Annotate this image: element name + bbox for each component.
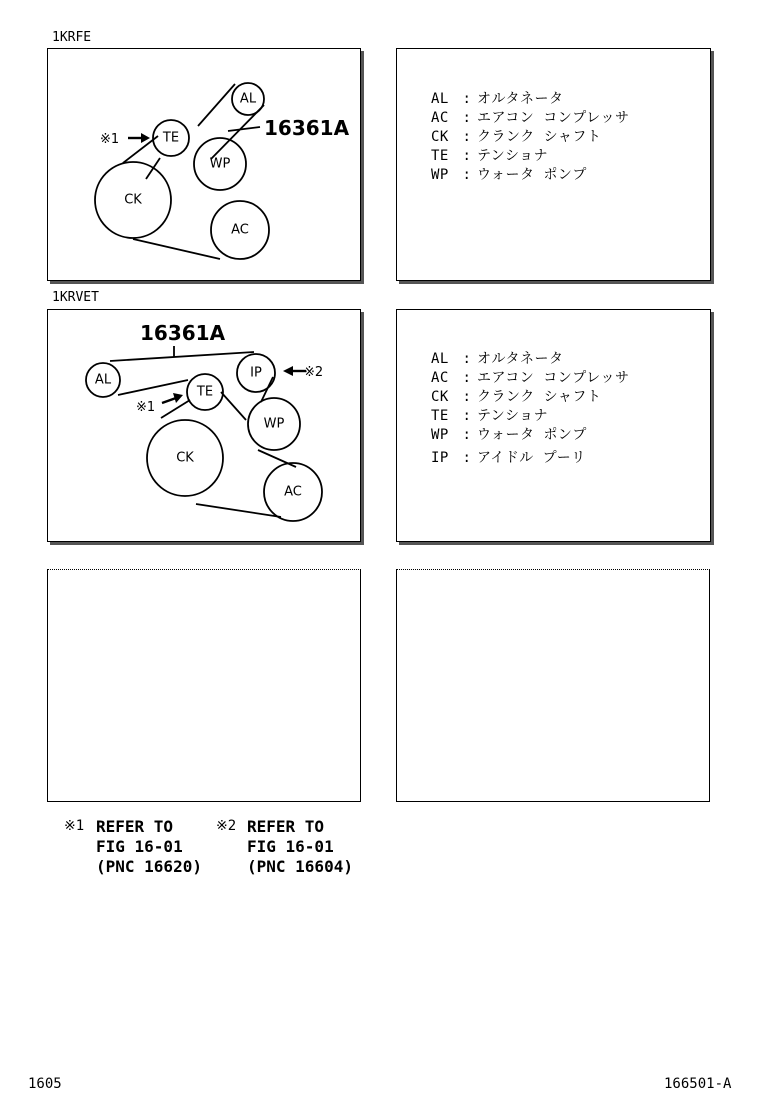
legend-row-ac: AC : エアコン コンプレッサ (431, 110, 630, 126)
legend-row-al: AL : オルタネータ (431, 91, 564, 107)
empty-panel-right (396, 569, 710, 802)
arrow-mark-1 (128, 133, 150, 143)
pulley-label-wp: WP (209, 156, 231, 172)
legend-panel-1krfe (396, 48, 711, 281)
belt-segment (258, 450, 296, 467)
pulley-label-te: TE (196, 384, 214, 400)
pulley-label-ck: CK (176, 450, 194, 466)
page-number: 1605 (28, 1076, 62, 1092)
legend-panel-1krvet (396, 309, 711, 542)
legend-row-ck: CK : クランク シャフト (431, 389, 602, 405)
belt-segment (133, 239, 220, 259)
pulley-label-ip: IP (250, 365, 262, 381)
belt-routing-diagram-1krfe (48, 49, 360, 280)
figure-id: 166501-A (664, 1076, 732, 1092)
legend-row-ac: AC : エアコン コンプレッサ (431, 370, 630, 386)
part-number-16361a: 16361A (140, 321, 226, 345)
legend-row-te: TE : テンショナ (431, 408, 549, 424)
note-1: REFER TO FIG 16-01 (PNC 16620) (96, 817, 202, 876)
belt-segment (118, 380, 188, 395)
pulley-label-ck: CK (124, 192, 142, 208)
empty-panel-left (47, 569, 361, 802)
pulley-label-wp: WP (263, 416, 285, 432)
legend-row-al: AL : オルタネータ (431, 351, 564, 367)
note-mark-2: ※2 (216, 818, 237, 834)
pulley-label-al: AL (239, 91, 257, 107)
belt-segment (221, 392, 246, 420)
legend-row-wp: WP : ウォータ ポンプ (431, 427, 587, 443)
legend-row-wp: WP : ウォータ ポンプ (431, 167, 587, 183)
legend-row-te: TE : テンショナ (431, 148, 549, 164)
part-number-16361a: 16361A (264, 116, 350, 140)
belt-diagram-panel-1krvet (47, 309, 361, 542)
reference-mark-2: ※2 (304, 365, 324, 380)
belt-diagram-panel-1krfe (47, 48, 361, 281)
belt-routing-diagram-1krvet (48, 310, 360, 541)
engine-label-1krvet: 1KRVET (52, 290, 99, 305)
pulley-label-al: AL (94, 372, 112, 388)
pulley-label-te: TE (162, 130, 180, 146)
pulley-label-ac: AC (231, 222, 249, 238)
arrow-mark-2 (283, 366, 306, 376)
legend-row-ck: CK : クランク シャフト (431, 129, 602, 145)
reference-mark-1: ※1 (100, 132, 120, 147)
part-number-leader (228, 127, 260, 131)
belt-segment (110, 352, 254, 361)
reference-mark-1: ※1 (136, 400, 156, 415)
arrow-mark-1 (162, 393, 183, 403)
legend-row-ip: IP : アイドル プーリ (431, 450, 586, 466)
note-mark-1: ※1 (64, 818, 85, 834)
pulley-label-ac: AC (284, 484, 302, 500)
engine-label-1krfe: 1KRFE (52, 30, 92, 45)
belt-segment (198, 84, 235, 126)
note-2: REFER TO FIG 16-01 (PNC 16604) (247, 817, 353, 876)
